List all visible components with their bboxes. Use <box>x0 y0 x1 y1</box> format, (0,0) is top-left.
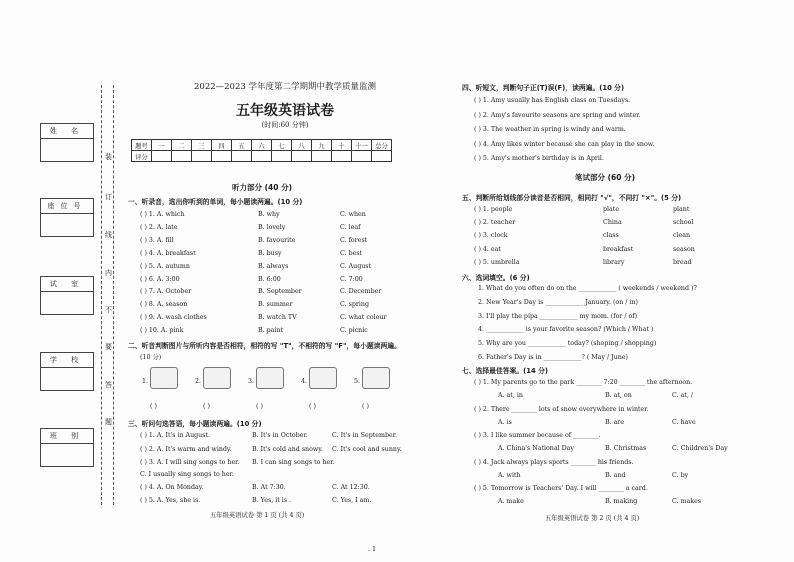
option-c: C. 7:00 <box>340 275 363 283</box>
fill-item: 4. ____________ is your favorite season? (Which / What ) <box>478 326 654 334</box>
binding-char: 要 <box>105 343 112 351</box>
option-c: C. at, / <box>672 392 694 399</box>
subject-title: 五年级英语试卷 <box>236 103 334 119</box>
score-cell: 八 <box>292 140 312 151</box>
option-c: C. December <box>340 288 382 296</box>
score-blank[interactable] <box>332 151 352 162</box>
binding-char: 答 <box>105 381 112 389</box>
side-field-class <box>40 428 94 467</box>
option-b: B. at, on <box>605 392 632 399</box>
part1-heading: 一、听录音，选出你听到的单词，每小题读两遍。(10 分) <box>128 198 303 206</box>
statement-item: ( ) 3. The weather in spring is windy and warm. <box>474 126 626 133</box>
score-cell: 九 <box>312 140 332 151</box>
score-blank[interactable] <box>152 151 172 162</box>
option-c: C. At 12:30. <box>332 484 370 491</box>
score-blank[interactable] <box>212 151 232 162</box>
statement-item: ( ) 2. Amy's favourite seasons are spring and winter. <box>474 111 641 119</box>
page-footer-left: 五年级英语试卷 第 1 页 (共 4 页) <box>210 512 305 519</box>
part3-heading: 三、听问句选答语，每小题读两遍。(10 分) <box>128 420 262 428</box>
option-b: B. paint <box>258 327 284 335</box>
score-cell: 十 <box>332 140 352 151</box>
picture-number: 5. <box>354 378 361 385</box>
part2-heading: 二、听音判断图片与所听内容是否相符，相符的写 "T"，不相符的写 "F"，每小题读两遍。 <box>128 342 401 350</box>
side-field-room <box>40 276 94 315</box>
picture-number: 4. <box>301 378 308 385</box>
option-b: B. favourite <box>258 236 296 244</box>
binding-line <box>113 85 114 505</box>
picture-image <box>203 367 231 389</box>
question-item: ( ) 6. A. 3:00 <box>140 275 180 283</box>
listening-title: 听力部分 (40 分) <box>232 183 293 192</box>
page-mark: . 1 <box>368 546 377 553</box>
option-b: B. making <box>605 498 638 505</box>
picture-image <box>362 367 390 389</box>
score-cell: 一 <box>152 140 172 151</box>
option-b: B. watch TV <box>258 314 297 322</box>
word-b: plate <box>603 206 620 213</box>
score-blank[interactable] <box>292 151 312 162</box>
question-item: ( ) 1. people <box>474 206 513 213</box>
binding-char: 不 <box>105 306 112 314</box>
score-blank[interactable] <box>352 151 372 162</box>
option-b: B. At 7:30. <box>252 484 286 491</box>
score-cell: 十一 <box>352 140 372 151</box>
part5-heading: 五、判断所给划线部分读音是否相同，相同打 "√"，不同打 "×"。(5 分) <box>462 194 682 202</box>
question-item: ( ) 4. eat <box>474 245 501 253</box>
option-c: C. spring <box>340 301 369 309</box>
option-b: B. 6:00 <box>258 275 281 283</box>
word-b: library <box>603 258 625 266</box>
picture-number: 1. <box>142 378 149 385</box>
option-a: A. with <box>498 471 521 479</box>
question-item: ( ) 2. There ________ lots of snow everywhere in winter. <box>474 405 649 413</box>
score-blank[interactable] <box>192 151 212 162</box>
option-a: A. is <box>498 418 512 426</box>
word-b: breakfast <box>603 245 634 253</box>
score-value-row <box>132 151 392 162</box>
side-blank[interactable] <box>41 292 93 314</box>
binding-char: 内 <box>105 269 112 277</box>
option-c: C. leaf <box>340 223 361 231</box>
fill-item: 1. What do you often do on the ____________ ( weekends / weekend )? <box>478 285 697 292</box>
word-c: bread <box>673 258 692 266</box>
option-b: B. I can sing songs to her. <box>252 459 335 466</box>
option-c: C. makes <box>672 498 702 505</box>
side-label: 学 校 <box>41 353 93 368</box>
option-c: C. Children's Day <box>672 445 728 452</box>
side-blank[interactable] <box>41 444 93 466</box>
score-blank[interactable] <box>172 151 192 162</box>
fill-item: 2. New Year's Day is ____________ January. (on / in) <box>478 298 638 306</box>
option-b: B. and <box>605 471 626 479</box>
binding-char: 题 <box>105 418 112 426</box>
side-field-name <box>40 123 94 162</box>
question-item: ( ) 3. A. I will sing songs to her. <box>140 459 240 466</box>
writing-title: 笔试部分 (60 分) <box>575 173 636 182</box>
binding-char: 装 <box>105 153 112 161</box>
time-note: (时间:60 分钟) <box>261 121 309 129</box>
score-table <box>131 139 392 162</box>
score-blank[interactable] <box>252 151 272 162</box>
option-c: C. forest <box>340 236 368 244</box>
option-b: B. It's in October. <box>252 432 308 439</box>
side-label: 姓 名 <box>41 124 93 139</box>
option-c: C. picnic <box>340 327 368 335</box>
score-blank[interactable] <box>272 151 292 162</box>
option-a: A. China's National Day <box>498 445 574 452</box>
side-blank[interactable] <box>41 139 93 161</box>
side-field-seat <box>40 198 94 237</box>
exam-title: 2022—2023 学年度第二学期期中教学质量监测 <box>194 82 376 92</box>
question-item: ( ) 1. A. which <box>140 211 185 218</box>
picture-number: 2. <box>195 378 202 385</box>
option-c: C. have <box>672 418 696 426</box>
question-item: ( ) 4. A. On Monday. <box>140 484 204 491</box>
option-c: C. best <box>340 249 363 257</box>
score-cell: 七 <box>272 140 292 151</box>
option-b: B. always <box>258 262 289 270</box>
side-label: 试 室 <box>41 277 93 292</box>
score-cell: 总分 <box>372 140 392 151</box>
side-blank[interactable] <box>41 214 93 236</box>
option-a: A. make <box>498 498 524 505</box>
score-cell: 评分 <box>132 151 152 162</box>
statement-item: ( ) 5. Amy's mother's birthday is in April. <box>474 155 604 162</box>
binding-char: 线 <box>105 231 112 239</box>
option-c: C. by <box>672 471 689 479</box>
question-item: ( ) 1. A. It's in August. <box>140 432 210 439</box>
word-c: clean <box>673 232 691 240</box>
question-item: ( ) 3. A. fill <box>140 236 174 244</box>
word-c: season <box>673 245 695 253</box>
side-label: 班 别 <box>41 429 93 444</box>
statement-item: ( ) 1. Amy usually has English class on Tuesdays. <box>474 97 631 104</box>
part4-heading: 四、听短文，判断句子正(T)误(F)，读两遍。(10 分) <box>462 84 625 92</box>
question-item: ( ) 1. My parents go to the park ________ 7:20 ________ the afternoon. <box>474 379 693 386</box>
answer-blank[interactable]: ( ) <box>256 403 263 410</box>
option-a: A. at, in <box>498 392 523 399</box>
question-item: ( ) 5. umbrella <box>474 258 520 266</box>
question-item: ( ) 2. teacher <box>474 219 516 227</box>
question-item: ( ) 3. I like summer because of ________. <box>474 432 601 439</box>
option-b: B. why <box>258 211 280 218</box>
question-item: ( ) 4. Jack always plays sports ________ his friends. <box>474 458 634 466</box>
binding-char: 订 <box>105 193 112 201</box>
side-blank[interactable] <box>41 368 93 390</box>
score-header-row <box>132 140 392 151</box>
question-item: ( ) 3. clock <box>474 232 508 240</box>
score-blank[interactable] <box>232 151 252 162</box>
answer-blank[interactable]: ( ) <box>203 403 210 410</box>
question-item: ( ) 10. A. pink <box>140 327 184 335</box>
question-item: ( ) 5. A. Yes, she is. <box>140 497 201 504</box>
question-item: ( ) 2. A. It's warm and windy. <box>140 446 232 453</box>
picture-number: 3. <box>248 378 255 385</box>
option-b: B. September <box>258 288 302 296</box>
fill-item: 5. Why are you ____________ today? (shoping / shopping) <box>478 340 657 348</box>
score-cell: 题号 <box>132 140 152 151</box>
score-cell: 六 <box>252 140 272 151</box>
fill-item: 3. I'll play the pipa ____________ my mom. (for / of) <box>478 312 638 320</box>
part2-score: (10 分) <box>140 354 162 361</box>
score-blank[interactable] <box>312 151 332 162</box>
part7-heading: 七、选择最佳答案。(14 分) <box>462 367 549 375</box>
word-c: plant <box>673 206 690 213</box>
score-cell: 二 <box>172 140 192 151</box>
option-b: B. are <box>605 418 625 426</box>
option-b: B. It's cold and snowy. <box>252 446 324 453</box>
picture-image <box>256 367 284 389</box>
part6-heading: 六、选词填空。(6 分) <box>462 274 530 282</box>
picture-image <box>150 367 178 389</box>
statement-item: ( ) 4. Amy likes winter because she can play in the snow. <box>474 140 655 148</box>
question-item: ( ) 9. A. wash clothes <box>140 314 207 322</box>
option-c: C. It's cool and sunny. <box>332 446 402 453</box>
answer-blank[interactable]: ( ) <box>309 403 316 410</box>
question-item: C. I usually sing songs to her. <box>140 471 234 478</box>
question-item: ( ) 5. A. autumn <box>140 262 190 270</box>
word-b: China <box>603 219 622 227</box>
page-footer-right: 五年级英语试卷 第 2 页 (共 4 页) <box>545 515 640 522</box>
side-label: 座位号 <box>41 199 93 214</box>
binding-line <box>101 85 102 505</box>
score-cell: 三 <box>192 140 212 151</box>
option-c: C. August <box>340 262 372 270</box>
option-c: C. when <box>340 211 366 218</box>
option-b: B. busy <box>258 249 282 257</box>
score-cell: 五 <box>232 140 252 151</box>
option-b: B. summer <box>258 301 293 309</box>
fill-item: 6. Father's Day is in ____________? ( May / June) <box>478 354 628 361</box>
question-item: ( ) 5. Tomorrow is Teachers' Day. I will ________ a card. <box>474 485 648 492</box>
score-cell: 四 <box>212 140 232 151</box>
question-item: ( ) 8. A. season <box>140 301 188 309</box>
option-b: B. Yes, it is . <box>252 497 291 504</box>
option-c: C. Yes, I am. <box>332 497 372 504</box>
question-item: ( ) 7. A. October <box>140 288 192 296</box>
answer-blank[interactable]: ( ) <box>362 403 369 410</box>
option-c: C. It's in September. <box>332 432 398 439</box>
option-c: C. what colour <box>340 314 387 322</box>
side-field-school <box>40 352 94 391</box>
answer-blank[interactable]: ( ) <box>150 403 157 410</box>
question-item: ( ) 2. A. late <box>140 223 178 231</box>
picture-image <box>309 367 337 389</box>
word-b: class <box>603 232 619 240</box>
option-b: B. Christmas <box>605 445 647 452</box>
option-b: B. lovely <box>258 223 286 231</box>
question-item: ( ) 4. A. breakfast <box>140 249 196 257</box>
word-c: school <box>673 219 694 227</box>
score-blank[interactable] <box>372 151 392 162</box>
